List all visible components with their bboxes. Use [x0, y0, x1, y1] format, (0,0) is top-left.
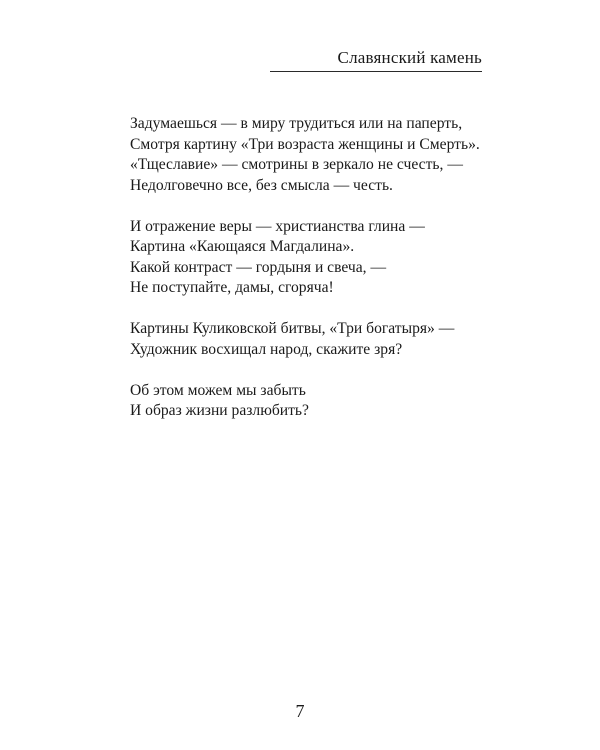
poem-line: Картины Куликовской битвы, «Три богатыря» —: [130, 320, 455, 337]
poem-line: И отражение веры — христианства глина —: [130, 217, 425, 235]
poem-line: Задумаешься — в миру трудиться или на паперть,: [130, 115, 463, 132]
header-rule: [270, 71, 482, 72]
page-number: 7: [295, 701, 305, 721]
stanza-4: [130, 381, 530, 422]
poem-line: Картина «Кающаяся Магдалина».: [130, 238, 355, 255]
stanza-3: [130, 319, 530, 360]
poem-line: Какой контраст — гордыня и свеча, —: [130, 258, 387, 276]
poem-line: И образ жизни разлюбить?: [130, 402, 309, 419]
running-header-title: Славянский камень: [337, 48, 482, 67]
stanza-2: [130, 217, 530, 299]
stanza-1: [130, 114, 530, 196]
poem-line: Не поступайте, дамы, сгоряча!: [130, 279, 334, 296]
poem-line: Художник восхищал народ, скажите зря?: [130, 340, 403, 358]
poem: [130, 114, 530, 442]
poem-line: «Тщеславие» — смотрины в зеркало не счесть, —: [130, 156, 463, 173]
poem-line: Недолговечно все, без смысла — честь.: [130, 176, 393, 194]
poem-line: Смотря картину «Три возраста женщины и Смерть».: [130, 135, 480, 153]
poem-line: Об этом можем мы забыть: [130, 381, 306, 399]
